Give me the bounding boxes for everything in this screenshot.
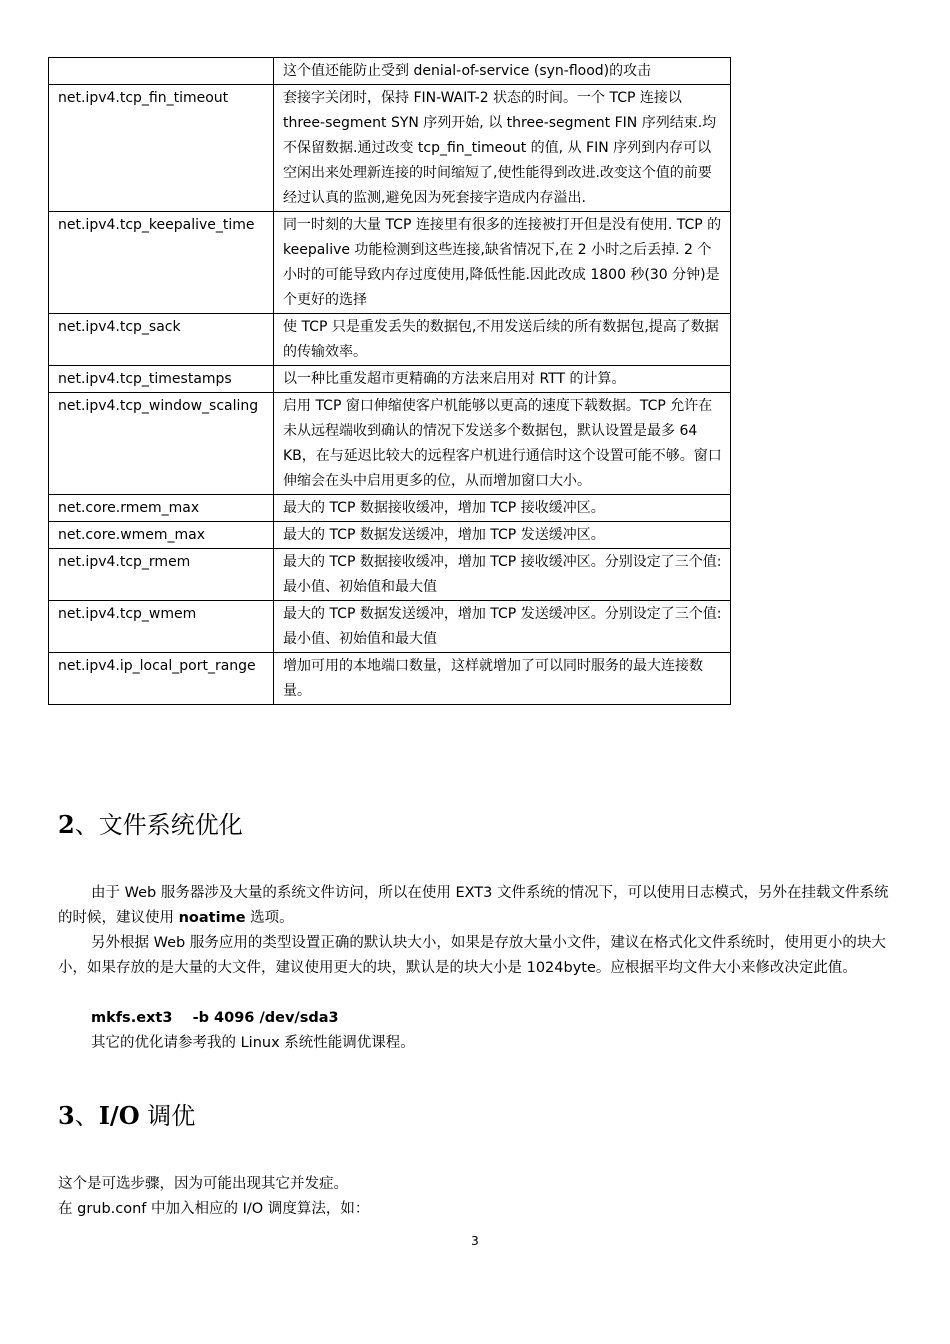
param-name-cell: net.ipv4.tcp_keepalive_time xyxy=(49,212,274,314)
param-name-cell: net.core.rmem_max xyxy=(49,495,274,522)
param-description-cell: 套接字关闭时，保持 FIN-WAIT-2 状态的时间。一个 TCP 连接以 three-segment SYN 序列开始, 以 three-segment FIN 序列结束.均不保留数据.通过改变 tcp_fin_timeout 的值, 从 FIN 序列到内存可以空闲出来处理新连接的时间缩短了,使性能得到改进.改变这个值的前要经过认真的监测,避免因为死套接字造成内存溢出. xyxy=(274,85,731,212)
mkfs-command: mkfs.ext3 -b 4096 /dev/sda3 xyxy=(91,1010,339,1026)
param-name-cell: net.ipv4.tcp_sack xyxy=(49,314,274,366)
table-row xyxy=(49,495,731,522)
param-name-cell: net.core.wmem_max xyxy=(49,522,274,549)
table-row xyxy=(49,653,731,705)
section-3-title-sep: 、 xyxy=(74,1102,99,1130)
table-row xyxy=(49,601,731,653)
param-description-cell: 同一时刻的大量 TCP 连接里有很多的连接被打开但是没有使用. TCP 的 keepalive 功能检测到这些连接,缺省情况下,在 2 小时之后丢掉. 2 个小时的可能导致内存过度使用,降低性能.因此改成 1800 秒(30 分钟)是个更好的选择 xyxy=(274,212,731,314)
section-3-title-rest: 调优 xyxy=(139,1102,196,1130)
param-description-cell: 使 TCP 只是重发丢失的数据包,不用发送后续的所有数据包,提高了数据的传输效率。 xyxy=(274,314,731,366)
param-name-cell: net.ipv4.tcp_window_scaling xyxy=(49,393,274,495)
section-3-number: 3 xyxy=(58,1101,75,1130)
param-name-cell: net.ipv4.ip_local_port_range xyxy=(49,653,274,705)
param-name-cell: net.ipv4.tcp_wmem xyxy=(49,601,274,653)
section-2-p1-text: 由于 Web 服务器涉及大量的系统文件访问，所以在使用 EXT3 文件系统的情况下，可以使用日志模式，另外在挂载文件系统的时候，建议使用 xyxy=(58,885,889,926)
param-description-cell: 最大的 TCP 数据接收缓冲，增加 TCP 接收缓冲区。 xyxy=(274,495,731,522)
section-3-heading xyxy=(58,1101,195,1131)
section-2-paragraph-3: 其它的优化请参考我的 Linux 系统性能调优课程。 xyxy=(91,1035,415,1051)
param-description-cell: 以一种比重发超市更精确的方法来启用对 RTT 的计算。 xyxy=(274,366,731,393)
section-3-title-io: I/O xyxy=(98,1101,140,1130)
section-3-paragraph-2: 在 grub.conf 中加入相应的 I/O 调度算法，如： xyxy=(58,1201,370,1217)
table-row xyxy=(49,314,731,366)
section-2-number: 2 xyxy=(58,810,75,839)
section-3-paragraph-1: 这个是可选步骤，因为可能出现其它并发症。 xyxy=(58,1176,348,1192)
param-name-cell: net.ipv4.tcp_fin_timeout xyxy=(49,85,274,212)
section-2-title: 、文件系统优化 xyxy=(74,811,243,839)
param-description-cell: 最大的 TCP 数据发送缓冲，增加 TCP 发送缓冲区。分别设定了三个值:最小值、初始值和最大值 xyxy=(274,601,731,653)
param-description-cell: 这个值还能防止受到 denial-of-service (syn-flood)的攻击 xyxy=(274,58,731,85)
section-2-paragraph-2: 另外根据 Web 服务应用的类型设置正确的默认块大小，如果是存放大量小文件，建议在格式化文件系统时，使用更小的块大小，如果存放的是大量的大文件，建议使用更大的块，默认是的块大小是 1024byte。应根据平均文件大小来修改决定此值。 xyxy=(58,935,886,976)
param-description-cell: 增加可用的本地端口数量，这样就增加了可以同时服务的最大连接数量。 xyxy=(274,653,731,705)
table-row xyxy=(49,58,731,85)
param-description-cell: 最大的 TCP 数据发送缓冲，增加 TCP 发送缓冲区。 xyxy=(274,522,731,549)
section-2-p1-tail: 选项。 xyxy=(245,910,294,926)
param-description-cell: 最大的 TCP 数据接收缓冲，增加 TCP 接收缓冲区。分别设定了三个值:最小值、初始值和最大值 xyxy=(274,549,731,601)
table-row xyxy=(49,522,731,549)
table-row xyxy=(49,212,731,314)
param-name-cell: net.ipv4.tcp_rmem xyxy=(49,549,274,601)
table-row xyxy=(49,393,731,495)
noatime-keyword: noatime xyxy=(178,910,246,926)
section-2-paragraph-1 xyxy=(58,881,896,931)
table-row xyxy=(49,549,731,601)
param-name-cell: net.ipv4.tcp_timestamps xyxy=(49,366,274,393)
table-row xyxy=(49,366,731,393)
param-name-cell xyxy=(49,58,274,85)
kernel-params-table xyxy=(48,57,731,705)
param-description-cell: 启用 TCP 窗口伸缩使客户机能够以更高的速度下载数据。TCP 允许在未从远程端收到确认的情况下发送多个数据包，默认设置是最多 64 KB，在与延迟比较大的远程客户机进行通信时这个设置可能不够。窗口伸缩会在头中启用更多的位，从而增加窗口大小。 xyxy=(274,393,731,495)
section-2-heading xyxy=(58,810,243,840)
page-number: 3 xyxy=(471,1234,479,1248)
table-row xyxy=(49,85,731,212)
